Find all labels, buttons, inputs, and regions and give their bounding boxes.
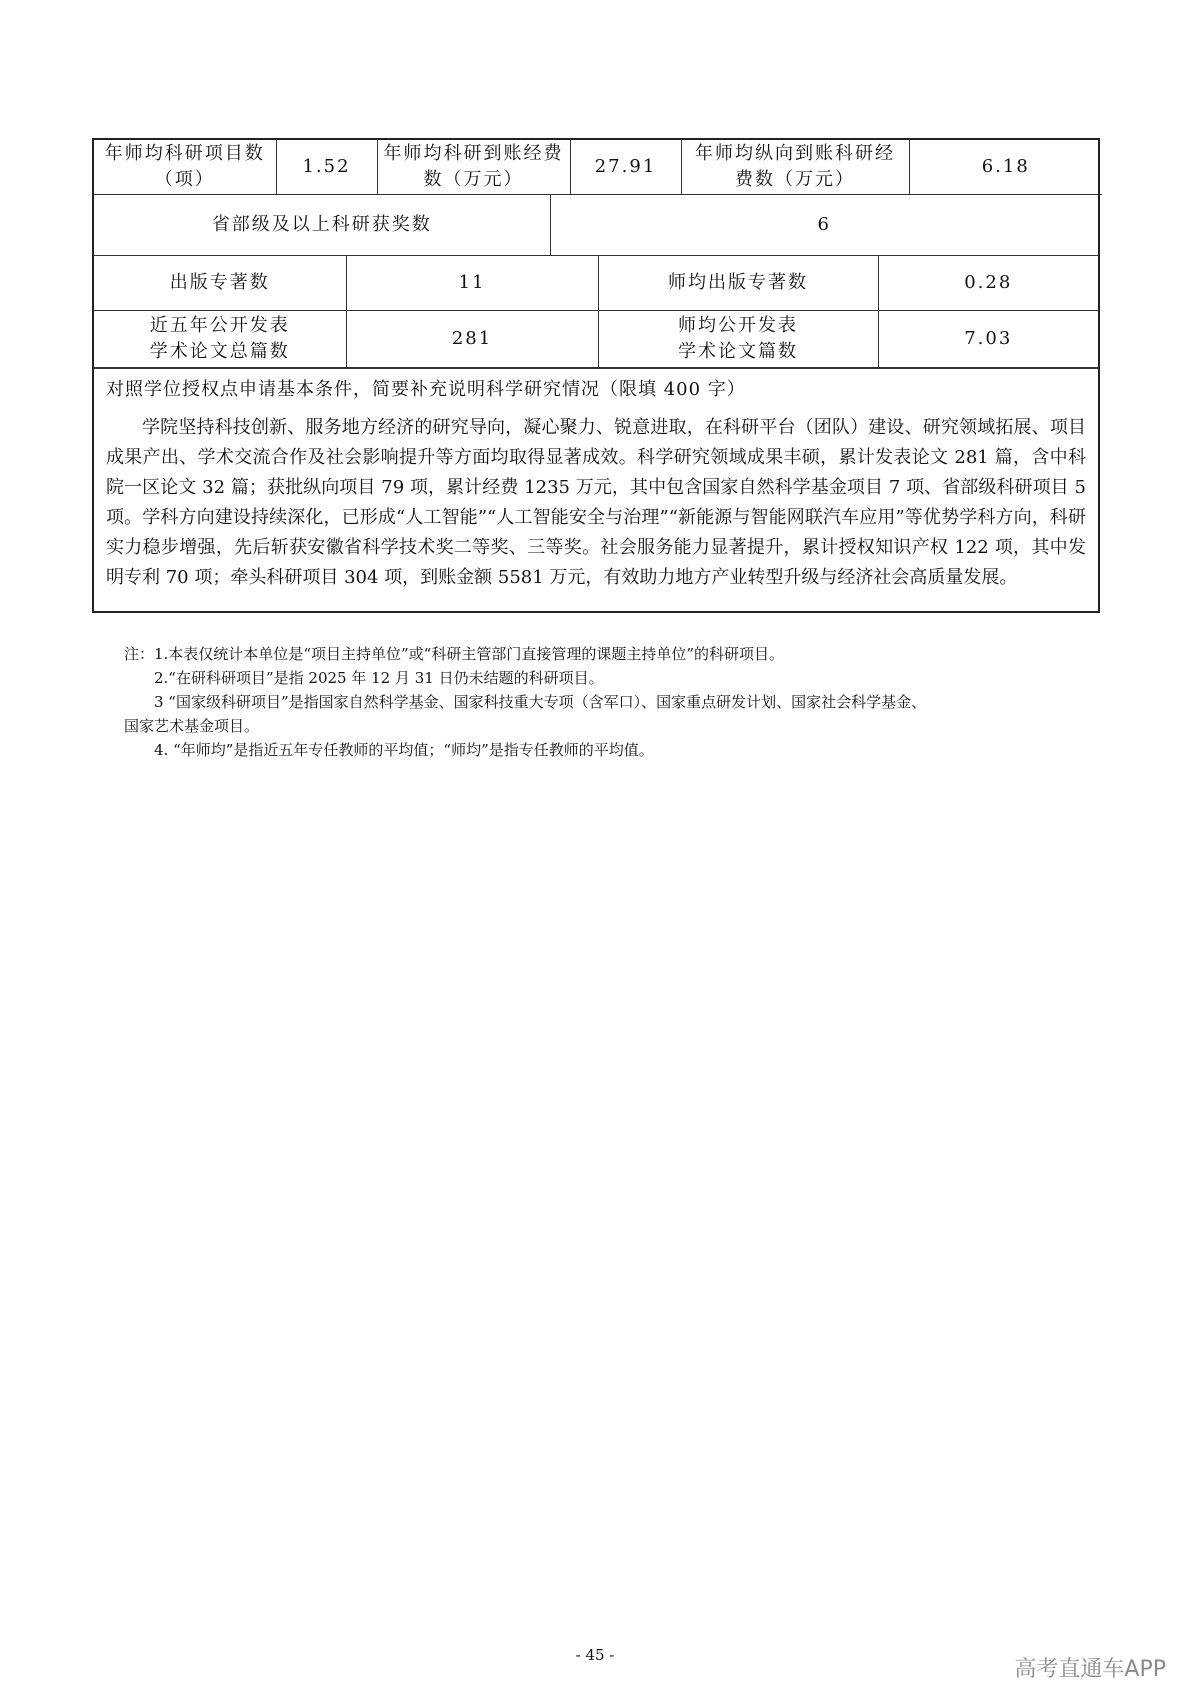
annual-funding-per-teacher-value: 27.91 [570,140,681,195]
total-papers-label-line1: 近五年公开发表 [149,315,290,336]
papers-per-teacher-label-line2: 学术论文篇数 [678,341,798,362]
footnote-3-continued: 国家艺术基金项目。 [124,717,260,735]
papers-per-teacher-value: 7.03 [878,311,1098,368]
footnotes [124,642,1084,762]
provincial-awards-label: 省部级及以上科研获奖数 [94,195,550,256]
total-papers-label-line2: 学术论文总篇数 [149,341,290,362]
table-row [94,311,1098,368]
monographs-label: 出版专著数 [94,256,346,311]
table-row [94,256,1098,311]
research-stats-table [94,140,1102,195]
watermark: 高考直通车APP [1014,1657,1166,1682]
total-papers-value: 281 [346,311,598,368]
monographs-per-teacher-label: 师均出版专著数 [598,256,878,311]
footnote-1: 注：1.本表仅统计本单位是“项目主持单位”或“科研主管部门直接管理的课题主持单位”的科研项目。 [124,645,784,663]
footnote-4: 4. “年师均”是指近五年专任教师的平均值；“师均”是指专任教师的平均值。 [154,741,654,759]
total-papers-label [94,311,346,368]
papers-per-teacher-label [598,311,878,368]
papers-per-teacher-label-line1: 师均公开发表 [678,315,798,336]
publications-table [94,256,1098,368]
annual-vertical-funding-per-teacher-label: 年师均纵向到账科研经费数（万元） [681,140,909,195]
provincial-awards-value: 6 [550,195,1098,256]
annual-projects-per-teacher-label: 年师均科研项目数（项） [94,140,276,195]
annual-projects-per-teacher-value: 1.52 [276,140,377,195]
awards-table [94,195,1098,256]
annual-funding-per-teacher-label: 年师均科研到账经费数（万元） [377,140,570,195]
monographs-value: 11 [346,256,598,311]
research-summary-body: 学院坚持科技创新、服务地方经济的研究导向，凝心聚力、锐意进取，在科研平台（团队）建设、研究领域拓展、项目成果产出、学术交流合作及社会影响提升等方面均取得显著成效。科学研究领域成果丰硕，累计发表论文 281 篇，含中科院一区论文 32 篇；获批纵向项目 79 项，累计经费 1235 万元，其中包含国家自然科学基金项目 7 项、省部级科研项目 5 项。学科方向建设持续深化，已形成“人工智能”“人工智能安全与治理”“新能源与智能网联汽车应用”等优势学科方向，科研实力稳步增强，先后斩获安徽省科学技术奖二等奖、三等奖。社会服务能力显著提升，累计授权知识产权 122 项，其中发明专利 70 项；牵头科研项目 304 项，到账金额 5581 万元，有效助力地方产业转型升级与经济社会高质量发展。 [106,417,1086,588]
page-number: - 45 - [575,1646,615,1664]
monographs-per-teacher-value: 0.28 [878,256,1098,311]
research-summary-heading: 对照学位授权点申请基本条件，简要补充说明科学研究情况（限填 400 字） [106,379,746,400]
research-summary-section [94,368,1098,611]
annual-vertical-funding-per-teacher-value: 6.18 [909,140,1102,195]
footnote-2: 2.“在研科研项目”是指 2025 年 12 月 31 日仍未结题的科研项目。 [154,669,604,687]
footnote-3: 3 “国家级科研项目”是指国家自然科学基金、国家科技重大专项（含军口）、国家重点研发计划、国家社会科学基金、 [154,693,927,711]
research-stats-form [92,138,1100,613]
table-row [94,195,1098,256]
table-row [94,140,1102,195]
